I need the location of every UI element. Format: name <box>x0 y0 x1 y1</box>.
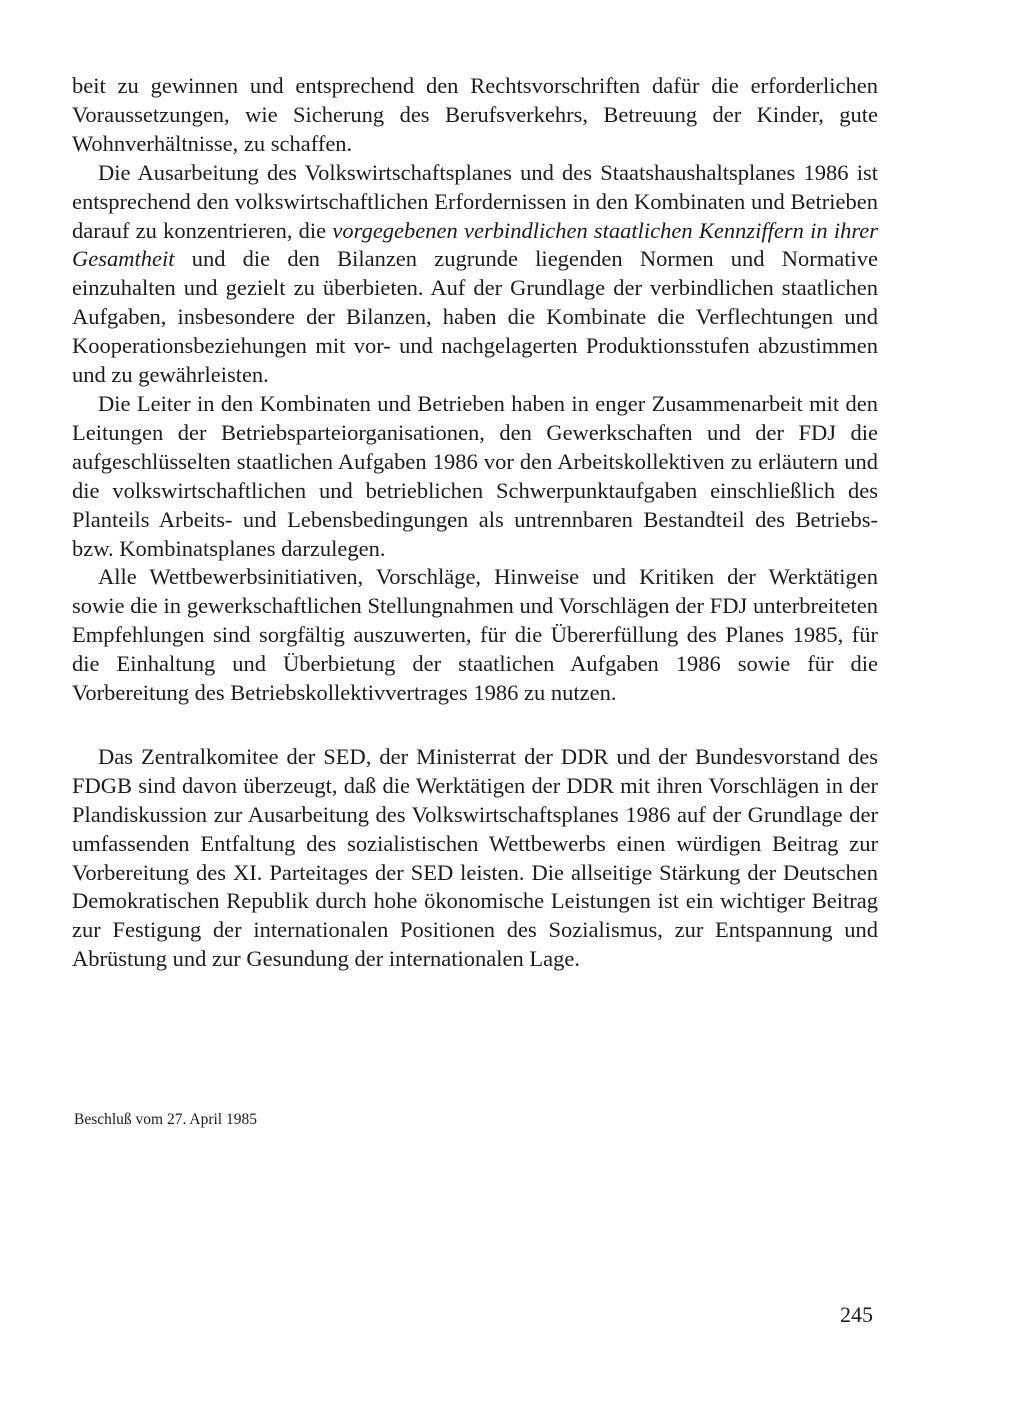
text-segment: beit zu gewinnen und entsprechend den Rechtsvorschriften dafür die erforderlichen Voraussetzungen, wie Sicherung des Berufsverkehrs, Betreuung der Kinder, gute Wohnverhältnisse, zu schaffen. <box>72 73 878 156</box>
source-line: Beschluß vom 27. April 1985 <box>74 1111 257 1128</box>
paragraph-3 <box>72 390 878 563</box>
page-number: 245 <box>840 1302 873 1327</box>
paragraph-5 <box>72 743 878 974</box>
text-segment: Die Ausarbeitung des Volkswirtschaftsplanes und des Staatshaushaltsplanes 1986 ist entsprechend den volkswirtschaftlichen Erfordernissen in den Kombinaten und Betrieben darauf zu konzentrieren, die <box>72 159 878 243</box>
paragraph-4 <box>72 563 878 708</box>
italic-text-segment: vorgegebenen verbindlichen staatlichen Kennziffern in ihrer Gesamtheit <box>72 217 878 272</box>
text-segment: Das Zentralkomitee der SED, der Ministerrat der DDR und der Bundesvorstand des FDGB sind davon überzeugt, daß die Werktätigen der DDR mit ihren Vorschlägen in der Plandiskussion zur Ausarbeitung des Volkswirtschaftsplanes 1986 auf der Grundlage der umfassenden Entfaltung des sozialistischen Wettbewerbs einen würdigen Beitrag zur Vorbereitung des XI. Parteitages der SED leisten. Die allseitige Stärkung der Deutschen Demokratischen Republik durch hohe ökonomische Leistungen ist ein wichtiger Beitrag zur Festigung der internationalen Positionen des Sozialismus, zur Entspannung und Abrüstung und zur Gesundung der internationalen Lage. <box>72 743 878 972</box>
text-segment: und die den Bilanzen zugrunde liegenden Normen und Normative einzuhalten und gezielt zu überbieten. Auf der Grundlage der verbindlichen staatlichen Aufgaben, insbesondere der Bilanzen, haben die Kombinate die Verflechtungen und Kooperationsbeziehungen mit vor- und nachgelagerten Produktionsstufen abzustimmen und zu gewährleisten. <box>72 246 878 388</box>
paragraph-2 <box>72 159 878 390</box>
text-segment: Die Leiter in den Kombinaten und Betrieben haben in enger Zusammenarbeit mit den Leitungen der Betriebsparteiorganisationen, den Gewerkschaften und der FDJ die aufgeschlüsselten staatlichen Aufgaben 1986 vor den Arbeitskollektiven zu erläutern und die volkswirtschaftlichen und betrieblichen Schwerpunktaufgaben einschließlich des Planteils Arbeits- und Lebensbedingungen als untrennbaren Bestandteil des Betriebs- bzw. Kombinatsplanes darzulegen. <box>72 390 878 561</box>
text-column <box>72 72 878 974</box>
text-segment: Alle Wettbewerbsinitiativen, Vorschläge, Hinweise und Kritiken der Werktätigen sowie die in gewerkschaftlichen Stellungnahmen und Vorschlägen der FDJ unterbreiteten Empfehlungen sind sorgfältig auszuwerten, für die Übererfüllung des Planes 1985, für die Einhaltung und Überbietung der staatlichen Aufgaben 1986 sowie für die Vorbereitung des Betriebskollektivvertrages 1986 zu nutzen. <box>72 564 878 706</box>
paragraph-1 <box>72 72 878 159</box>
